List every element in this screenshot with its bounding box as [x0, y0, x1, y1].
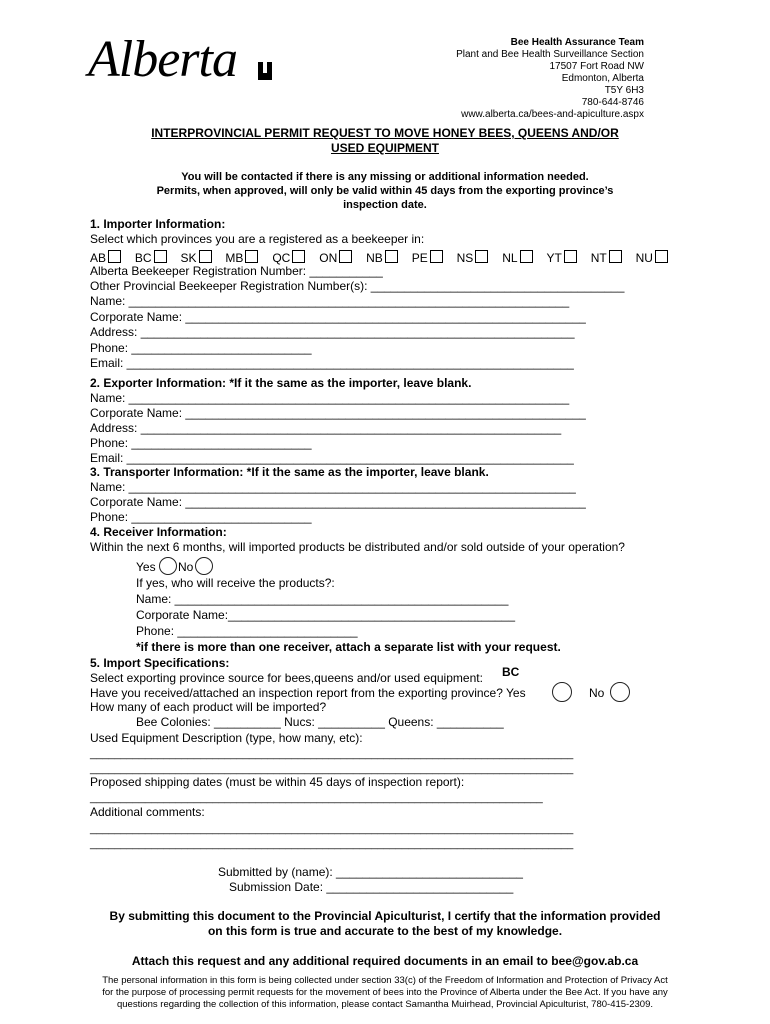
- importer-heading: 1. Importer Information:: [90, 217, 226, 231]
- province-label: SK: [180, 251, 197, 265]
- province-checkbox[interactable]: [339, 250, 352, 263]
- receiver-yes-label: Yes: [136, 560, 156, 574]
- receiver-phone-field[interactable]: Phone: ___________________________: [136, 624, 358, 638]
- province-label: PE: [411, 251, 428, 265]
- province-checkbox[interactable]: [520, 250, 533, 263]
- alberta-logo: Alberta: [88, 31, 237, 88]
- form-title-line2: USED EQUIPMENT: [330, 141, 439, 155]
- transporter-heading: 3. Transporter Information: *If it the same as the importer, leave blank.: [90, 465, 489, 479]
- header-section: Plant and Bee Health Surveillance Section: [456, 49, 644, 60]
- alberta-logo-mark-icon: [258, 62, 272, 80]
- inspection-report-yes-radio[interactable]: [552, 682, 572, 702]
- province-label: BC: [134, 251, 152, 265]
- submitted-by-field[interactable]: Submitted by (name): ____________________________: [218, 865, 523, 879]
- province-option-ns: [457, 250, 491, 266]
- certify-line2: on this form is true and accurate to the best of my knowledge.: [207, 924, 563, 938]
- province-checkbox[interactable]: [475, 250, 488, 263]
- province-checkbox[interactable]: [385, 250, 398, 263]
- submission-date-field[interactable]: Submission Date: ____________________________: [229, 880, 514, 894]
- additional-comments-label: Additional comments:: [90, 805, 205, 819]
- header-phone: 780-644-8746: [581, 97, 644, 108]
- province-label: QC: [272, 251, 291, 265]
- header-postal: T5Y 6H3: [604, 85, 644, 96]
- transporter-name-field[interactable]: Name: ___________________________________________________________________: [90, 480, 576, 494]
- province-checkbox[interactable]: [154, 250, 167, 263]
- province-option-nu: [636, 250, 670, 266]
- exporter-email-field[interactable]: Email: ___________________________________________________________________: [90, 451, 574, 465]
- province-checkbox[interactable]: [199, 250, 212, 263]
- form-title-line1: INTERPROVINCIAL PERMIT REQUEST TO MOVE HONEY BEES, QUEENS AND/OR: [151, 126, 619, 140]
- comments-line-1[interactable]: _______________________________________________________________________________: [90, 823, 574, 835]
- exporter-phone-field[interactable]: Phone: ___________________________: [90, 436, 312, 450]
- province-checkbox[interactable]: [655, 250, 668, 263]
- intro-line3: inspection date.: [343, 199, 427, 211]
- receiver-note: *if there is more than one receiver, attach a separate list with your request.: [136, 640, 561, 654]
- intro-line2: Permits, when approved, will only be valid within 45 days from the exporting province’s: [156, 185, 614, 197]
- alberta-registration-field[interactable]: Alberta Beekeeper Registration Number: ___________: [90, 264, 383, 278]
- privacy-line2: for the purpose of processing permit requests for the movement of bees into the Province of Alberta under the Bee Act. If you have any: [102, 987, 668, 998]
- quantities-fields[interactable]: Bee Colonies: __________ Nucs: __________ Queens: __________: [136, 715, 504, 729]
- province-checkbox[interactable]: [245, 250, 258, 263]
- inspection-report-question: Have you received/attached an inspection report from the exporting province? Yes: [90, 686, 526, 700]
- privacy-line3: questions regarding the collection of this information, please contact Samantha Muirhead, Provincial Apiculturist, 780-415-2309.: [116, 999, 653, 1010]
- importer-corporate-name-field[interactable]: Corporate Name: ____________________________________________________________: [90, 310, 586, 324]
- inspection-report-no-radio[interactable]: [610, 682, 630, 702]
- importer-address-field[interactable]: Address: _________________________________________________________________: [90, 325, 575, 339]
- province-option-nt: [591, 250, 624, 266]
- shipping-dates-field[interactable]: __________________________________________________________________________: [90, 792, 543, 804]
- equipment-description-label: Used Equipment Description (type, how many, etc):: [90, 731, 363, 745]
- province-label: ON: [319, 251, 338, 265]
- province-checkbox[interactable]: [564, 250, 577, 263]
- header-team: Bee Health Assurance Team: [510, 37, 644, 48]
- header-street: 17507 Fort Road NW: [549, 61, 644, 72]
- exporter-heading: 2. Exporter Information: *If it the same as the importer, leave blank.: [90, 376, 472, 390]
- transporter-corporate-name-field[interactable]: Corporate Name: ____________________________________________________________: [90, 495, 586, 509]
- province-checkbox[interactable]: [609, 250, 622, 263]
- province-checkbox[interactable]: [292, 250, 305, 263]
- other-registration-field[interactable]: Other Provincial Beekeeper Registration Number(s): ______________________________________: [90, 279, 625, 293]
- province-option-yt: [546, 250, 578, 266]
- province-label: NT: [590, 251, 607, 265]
- exporter-corporate-name-field[interactable]: Corporate Name: ____________________________________________________________: [90, 406, 586, 420]
- province-label: AB: [90, 251, 107, 265]
- exporter-name-field[interactable]: Name: __________________________________________________________________: [90, 391, 570, 405]
- importer-email-field[interactable]: Email: ___________________________________________________________________: [90, 356, 574, 370]
- how-many-label: How many of each product will be imported?: [90, 700, 327, 714]
- certify-line1: By submitting this document to the Provincial Apiculturist, I certify that the information provided: [109, 909, 661, 923]
- province-label: YT: [546, 251, 562, 265]
- province-option-pe: [412, 250, 445, 266]
- transporter-phone-field[interactable]: Phone: ___________________________: [90, 510, 312, 524]
- receiver-corporate-name-field[interactable]: Corporate Name:___________________________________________: [136, 608, 516, 622]
- equipment-line-1[interactable]: _______________________________________________________________________________: [90, 748, 574, 760]
- receiver-name-field[interactable]: Name: __________________________________________________: [136, 592, 509, 606]
- exporter-address-field[interactable]: Address: _______________________________________________________________: [90, 421, 562, 435]
- attach-instruction: Attach this request and any additional required documents in an email to bee@gov.ab.ca: [131, 954, 639, 968]
- header-city: Edmonton, Alberta: [561, 73, 644, 84]
- source-province-label: Select exporting province source for bees,queens and/or used equipment:: [90, 671, 483, 685]
- province-label: NB: [366, 251, 383, 265]
- receiver-yes-radio[interactable]: [159, 557, 177, 575]
- header-url[interactable]: www.alberta.ca/bees-and-apiculture.aspx: [461, 109, 644, 120]
- importer-phone-field[interactable]: Phone: ___________________________: [90, 341, 312, 355]
- province-label: NL: [502, 251, 518, 265]
- equipment-line-2[interactable]: _______________________________________________________________________________: [90, 763, 574, 775]
- inspection-report-no-label: No: [589, 686, 605, 700]
- province-label: MB: [225, 251, 244, 265]
- import-spec-heading: 5. Import Specifications:: [90, 656, 230, 670]
- shipping-dates-label: Proposed shipping dates (must be within 45 days of inspection report):: [90, 775, 465, 789]
- province-checkbox[interactable]: [108, 250, 121, 263]
- receiver-heading: 4. Receiver Information:: [90, 525, 227, 539]
- importer-name-field[interactable]: Name: __________________________________________________________________: [90, 294, 570, 308]
- province-select-label: Select which provinces you are a registered as a beekeeper in:: [90, 232, 425, 246]
- receiver-who-label: If yes, who will receive the products?:: [136, 576, 335, 590]
- province-option-nl: [502, 250, 534, 266]
- receiver-question: Within the next 6 months, will imported products be distributed and/or sold outside of your operation?: [90, 540, 625, 554]
- source-province-value[interactable]: BC: [502, 665, 520, 679]
- receiver-no-radio[interactable]: [195, 557, 213, 575]
- province-label: NS: [456, 251, 474, 265]
- intro-line1: You will be contacted if there is any missing or additional information needed.: [181, 171, 589, 183]
- receiver-no-label: No: [178, 560, 194, 574]
- privacy-line1: The personal information in this form is being collected under section 33(c) of the Freedom of Information and Protection of Privacy Act: [102, 975, 668, 986]
- province-label: NU: [635, 251, 653, 265]
- comments-line-2[interactable]: _______________________________________________________________________________: [90, 838, 574, 850]
- province-checkbox[interactable]: [430, 250, 443, 263]
